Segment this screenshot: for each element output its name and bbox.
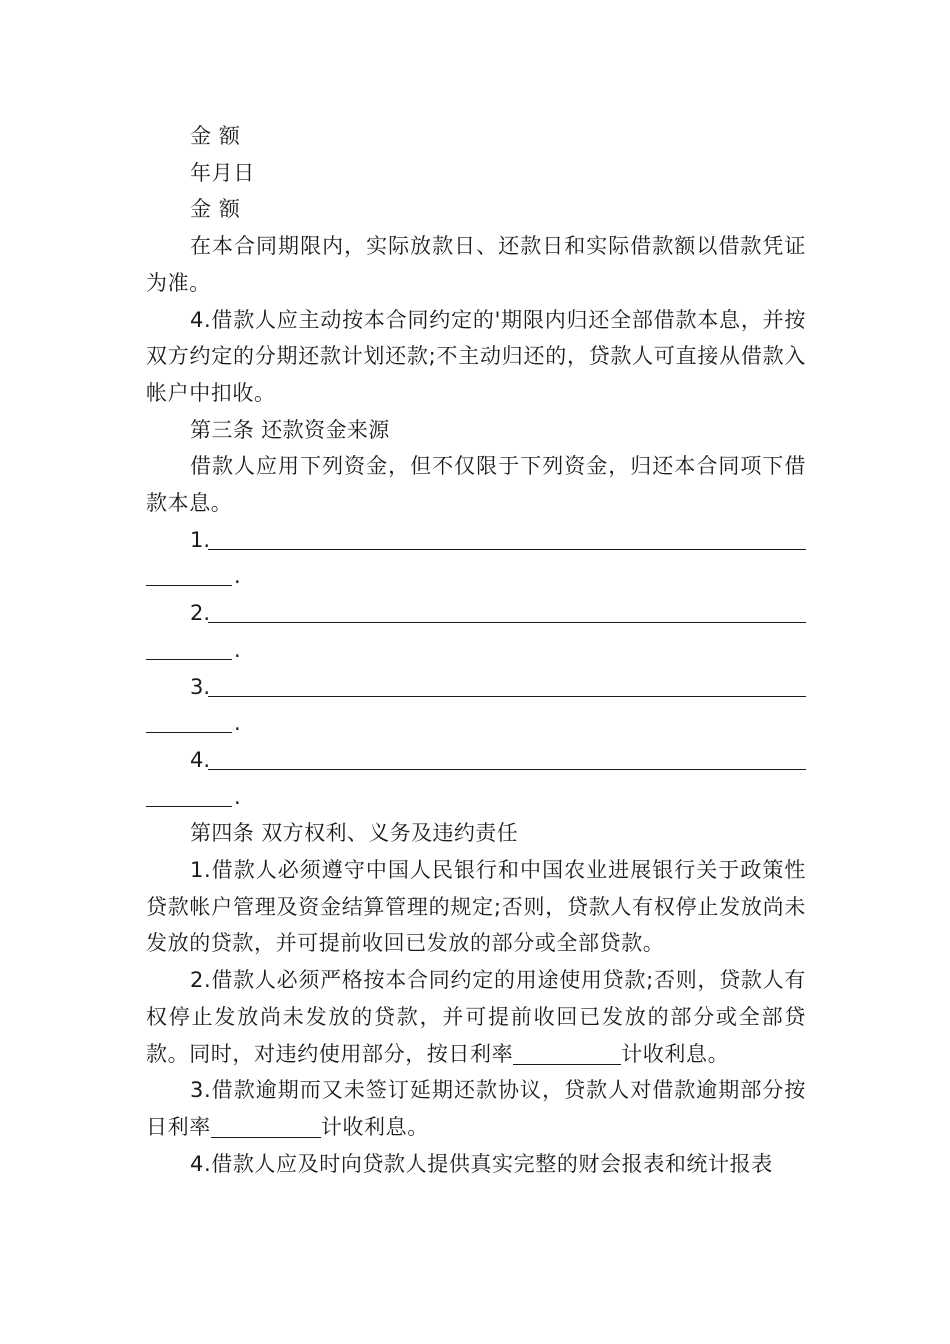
fill-in-line[interactable] — [146, 806, 232, 807]
article-4-item-1: 1.借款人必须遵守中国人民银行和中国农业进展银行关于政策性贷款帐户管理及资金结算管理的规定;否则，贷款人有权停止发放尚未发放的贷款，并可提前收回已发放的部分或全部贷款。 — [146, 858, 806, 956]
article-4-item-3 — [146, 1072, 806, 1145]
fill-in-line[interactable] — [146, 659, 232, 660]
blank-item-end: . — [234, 637, 241, 662]
article-4-item-2 — [146, 962, 806, 1072]
fill-in-line[interactable] — [208, 549, 806, 550]
overdue-rate-blank[interactable] — [211, 1113, 321, 1138]
blank-item-3 — [146, 669, 806, 742]
fill-in-line[interactable] — [208, 622, 806, 623]
article-4-item-4: 4.借款人应及时向贷款人提供真实完整的财会报表和统计报表 — [190, 1151, 773, 1176]
fill-in-line[interactable] — [146, 585, 232, 586]
article-4-title: 第四条 双方权利、义务及违约责任 — [190, 821, 519, 846]
blank-item-number: 4. — [190, 747, 211, 772]
fill-in-line[interactable] — [208, 769, 806, 770]
blank-item-4 — [146, 742, 806, 815]
paragraph-repayment-4: 4.借款人应主动按本合同约定的'期限内归还全部借款本息，并按双方约定的分期还款计划还款;不主动归还的，贷款人可直接从借款入帐户中扣收。 — [146, 307, 806, 405]
fill-in-line[interactable] — [146, 732, 232, 733]
paragraph-voucher: 在本合同期限内，实际放款日、还款日和实际借款额以借款凭证为准。 — [146, 234, 806, 295]
blank-item-number: 2. — [190, 601, 211, 626]
blank-item-end: . — [234, 711, 241, 736]
blank-item-2 — [146, 595, 806, 668]
article-4-item-3-text: 3.借款逾期而又未签订延期还款协议，贷款人对借款逾期部分按日利率 — [146, 1078, 806, 1139]
article-4-item-2-text: 2.借款人必须严格按本合同约定的用途使用贷款;否则，贷款人有权停止发放尚未发放的贷款，并可提前收回已发放的部分或全部贷款。同时，对违约使用部分，按日利率 — [146, 968, 806, 1066]
article-4-item-2-tail: 计收利息。 — [621, 1041, 730, 1066]
blank-item-number: 1. — [190, 527, 211, 552]
blank-item-1 — [146, 522, 806, 595]
amount-label-2: 金 额 — [190, 197, 241, 222]
blank-item-end: . — [234, 784, 241, 809]
blank-item-end: . — [234, 564, 241, 589]
fill-in-line[interactable] — [208, 696, 806, 697]
document-body — [146, 118, 806, 1182]
article-4-item-3-tail: 计收利息。 — [320, 1114, 429, 1139]
article-3-title: 第三条 还款资金来源 — [190, 417, 390, 442]
date-label: 年月日 — [190, 160, 255, 185]
amount-label-1: 金 额 — [190, 124, 241, 148]
article-3-body: 借款人应用下列资金，但不仅限于下列资金，归还本合同项下借款本息。 — [146, 454, 806, 516]
blank-item-number: 3. — [190, 674, 211, 699]
daily-rate-blank[interactable] — [513, 1040, 621, 1065]
